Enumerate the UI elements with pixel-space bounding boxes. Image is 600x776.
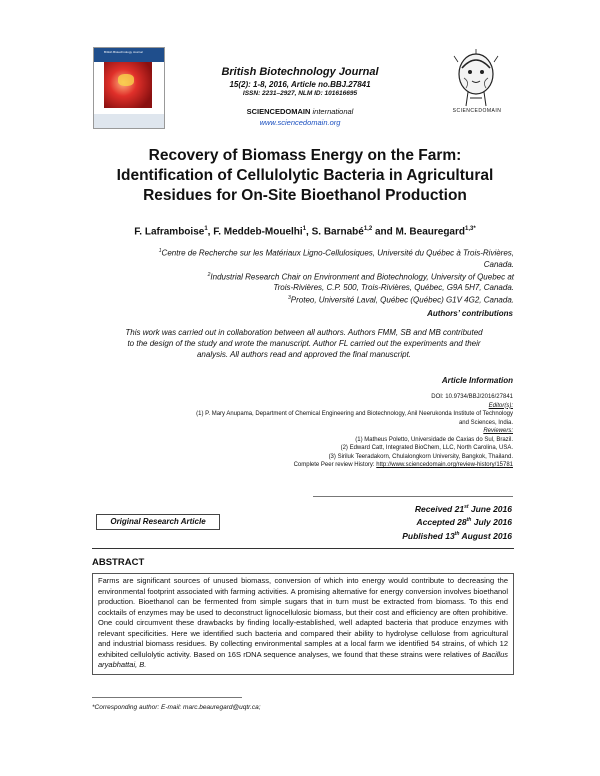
date-text: Published 13: [402, 530, 455, 541]
author-separator: ,: [306, 226, 312, 238]
reviewer: (3) Siriluk Teeradakorn, Chulalongkorn University, Bangkok, Thailand.: [328, 453, 513, 460]
editors-label: Editor(s):: [488, 402, 513, 409]
cover-title: British Biotechnology Journal: [104, 50, 143, 54]
doi: DOI: 10.9734/BBJ/2016/27841: [431, 394, 513, 400]
author-sup: 1: [302, 226, 307, 232]
peer-review-link[interactable]: http://www.sciencedomain.org/review-history/15781: [376, 462, 513, 468]
publisher-logo-icon: [448, 48, 504, 110]
date-sup: st: [464, 504, 469, 510]
date-text: June 2016: [468, 503, 512, 514]
publisher-main: SCIENCEDOMAIN: [246, 107, 311, 116]
article-info: [95, 393, 513, 470]
publisher-logo-text: SCIENCEDOMAIN: [452, 108, 502, 114]
author-and: and: [372, 226, 396, 238]
date-text: Accepted 28: [416, 517, 467, 528]
contributions-line: analysis. All authors read and approved the final manuscript.: [196, 350, 412, 359]
author-sup: 1,2: [363, 226, 373, 232]
date-sup: th: [466, 517, 472, 524]
divider: [313, 496, 513, 497]
title-line: Residues for On-Site Bioethanol Production: [143, 187, 467, 204]
author-separator: ,: [207, 226, 214, 238]
author-name: M. Beauregard: [395, 226, 465, 238]
author-list: [95, 226, 515, 237]
affiliation: [100, 270, 514, 283]
contributions-line: to the design of the study and wrote the manuscript. Author FL carried out the experiments and their: [127, 339, 481, 348]
affiliation-sup: 1: [158, 248, 162, 254]
date-sup: th: [454, 530, 460, 537]
author-name: S. Barnabé: [311, 226, 364, 238]
corresponding-author-footnote: *Corresponding author: E-mail: marc.beauregard@uqtr.ca;: [92, 704, 261, 711]
affiliation-line: Canada.: [483, 259, 514, 269]
title-line: Recovery of Biomass Energy on the Farm:: [148, 147, 462, 164]
reviewer: (2) Edward Catt, Integrated BioChem, LLC, North Carolina, USA.: [340, 445, 513, 451]
abstract-species: Bacillus aryabhattai, B.: [98, 649, 508, 669]
abstract-heading: ABSTRACT: [92, 557, 145, 568]
contributions-heading: Authors’ contributions: [427, 309, 513, 318]
affiliation-line: Proteo, Université Laval, Québec (Québec) G1V 4G2, Canada.: [290, 295, 514, 305]
journal-issue: 15(2): 1-8, 2016, Article no.BBJ.27841: [229, 80, 371, 89]
peer-review-history: [95, 461, 513, 470]
received-date: [300, 502, 512, 515]
publisher-suffix: international: [312, 107, 354, 116]
article-info-heading: Article Information: [441, 376, 513, 385]
contributions-text: [95, 327, 513, 360]
editor-line: (1) P. Mary Anupama, Department of Chemical Engineering and Biotechnology, Anil Neerukonda Institute of Technology: [196, 411, 513, 417]
date-text: Received 21: [414, 503, 465, 514]
date-text: July 2016: [471, 517, 512, 528]
affiliation-line: Trois-Rivières, C.P. 500, Trois-Rivières, Québec, G9A 5H7, Canada.: [273, 283, 514, 293]
affiliation-sup: 2: [207, 271, 211, 278]
abstract-body: Farms are significant sources of unused biomass, conversion of which into energy would contribute to decreasing the environmental footprint associated with farming activities. A promising alternative for energy conversion involves bioethanol production. Bioethanol can be fermented from simple sugars that in turn must be extracted from biomass. To this end cocktails of enzymes may be used to deconstruct lignocellulosic biomass, but their cost and efficiency are often prohibitive. One could circumvent these drawbacks by finding locally-established, well adapted bacteria that produce enzymes with relevant specificities. Here we identified such bacteria and compared their ability to hydrolyse cellulose from agricultural and industrial biomass residues. By collecting environmental samples at a local farm we identified 54 strains, of which 12 exhibited cellulolytic activity. Based on 16S rDNA sequence analyses, we found that these strains were relatives of: [98, 576, 508, 659]
divider: [92, 548, 514, 549]
affiliation: [100, 293, 514, 306]
contributions-line: This work was carried out in collaboration between all authors. Authors FMM, SB and MB contributed: [125, 328, 483, 337]
divider: [92, 697, 242, 698]
reviewer: (1) Matheus Poletto, Universidade de Caxias do Sul, Brazil.: [355, 436, 513, 443]
author-name: F. Laframboise: [134, 226, 205, 238]
journal-cover-image: [93, 47, 165, 129]
reviewers-label: Reviewers:: [483, 428, 513, 434]
article-dates: [300, 502, 512, 542]
publisher-url[interactable]: www.sciencedomain.org: [259, 118, 341, 127]
journal-issn: ISSN: 2231–2927, NLM ID: 101616695: [242, 90, 358, 97]
peer-review-label: Complete Peer review History:: [293, 462, 377, 468]
publisher-name: [164, 107, 436, 116]
published-date: [300, 529, 512, 542]
date-text: August 2016: [459, 530, 512, 541]
affiliation-sup: 3: [287, 295, 291, 302]
affiliations: [100, 246, 514, 306]
author-name: F. Meddeb-Mouelhi: [213, 226, 303, 238]
affiliation-line: Centre de Recherche sur les Matériaux Ligno-Cellulosiques, Université du Québec à Trois-Rivières,: [161, 248, 514, 258]
accepted-date: [300, 515, 512, 528]
article-title: [95, 146, 515, 206]
author-sup: 1: [204, 226, 208, 232]
author-sup: 1,3*: [465, 226, 476, 232]
journal-title: British Biotechnology Journal: [221, 66, 379, 78]
title-line: Identification of Cellulolytic Bacteria in Agricultural: [116, 167, 494, 184]
editor-line: and Sciences, India.: [458, 419, 513, 426]
affiliation: [100, 246, 514, 259]
abstract-text: [92, 573, 514, 675]
affiliation-line: Industrial Research Chair on Environment and Biotechnology, University of Quebec at: [210, 272, 514, 282]
article-type-box: Original Research Article: [96, 514, 220, 530]
